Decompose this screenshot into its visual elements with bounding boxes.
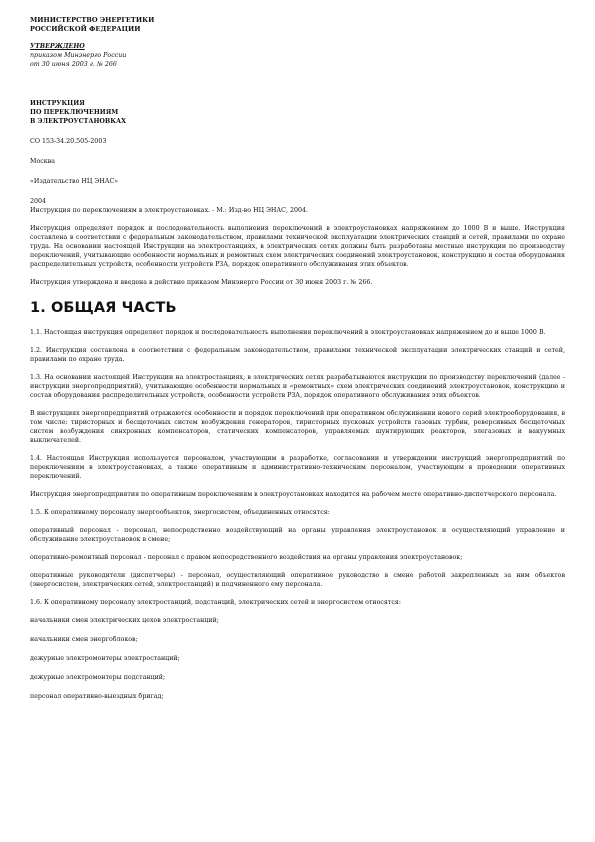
clause-1-2: 1.2. Инструкция составлена в соответствии с федеральным законодательством, правилами технической эксплуатации электрических станций и сетей, правилами по охране труда. — [30, 347, 565, 363]
list-item: персонал оперативно-выездных бригад; — [30, 693, 164, 700]
title-line-1: ИНСТРУКЦИЯ — [30, 100, 85, 107]
approval-paragraph: Инструкция утверждена и введена в действие приказом Минэнерго России от 30 июня 2003 г. № 266. — [30, 279, 373, 286]
list-item: дежурные электромонтеры подстанций; — [30, 674, 166, 681]
ministry-line-2: РОССИЙСКОЙ ФЕДЕРАЦИИ — [30, 25, 141, 33]
ministry-line-1: МИНИСТЕРСТВО ЭНЕРГЕТИКИ — [30, 16, 155, 24]
list-item: начальники смен электрических цехов электростанций; — [30, 617, 219, 624]
clause-1-3: 1.3. На основании настоящей Инструкции на электростанциях, в электрических сетях разрабатываются инструкции по производству переключений (далее - инструкции энергопредприятий), учитывающие особенности нормальных и «ремонтных» схем электрических соединений электроустановок, конструкцию и состав оборудования распределительных устройств, особенности устройств РЗА, порядок оперативного обслуживания этих объектов. — [30, 374, 565, 399]
clause-1-4-continued: Инструкция энергопредприятия по оперативным переключениям в электроустановках находится на рабочем месте оперативно-диспетчерского персонала. — [30, 491, 557, 498]
approved-order: приказом Минэнерго России — [30, 52, 127, 59]
section-heading: 1. ОБЩАЯ ЧАСТЬ — [30, 300, 177, 316]
title-line-3: В ЭЛЕКТРОУСТАНОВКАХ — [30, 118, 126, 125]
approved-date: от 30 июня 2003 г. № 266 — [30, 61, 117, 68]
clause-1-5: 1.5. К оперативному персоналу энергообъектов, энергосистем, объединенных относятся: — [30, 509, 330, 516]
publication-city: Москва — [30, 158, 55, 165]
list-item: начальники смен энергоблоков; — [30, 636, 138, 643]
abstract-paragraph: Инструкция определяет порядок и последовательность выполнения переключений в электроустановках напряжением до 1000 В и выше. Инструкция составлена в соответствии с федеральным законодательством, правилами технической эксплуатации электрических станций и сетей, правилами по охране труда. На основании настоящей Инструкции на электростанциях, в электрических сетях должны быть разработаны местные инструкции по производству переключений, учитывающие особенности нормальных и ремонтных схем электрических соединений электроустановок, конструкцию и состав оборудования распределительных устройств, особенности устройств РЗА, порядок оперативного обслуживания этих объектов. — [30, 225, 565, 268]
citation-paragraph: Инструкция по переключениям в электроустановках. - М.: Изд-во НЦ ЭНАС, 2004. — [30, 207, 309, 214]
publication-year: 2004 — [30, 198, 47, 205]
approved-title: УТВЕРЖДЕНО — [30, 43, 85, 50]
list-item: оперативные руководители (диспетчеры) - персонал, осуществляющий оперативное руководство в смене работой закрепленных за ним объектов (энергосистем, электрических сетей, электростанций) и подчиненного ему персонала. — [30, 572, 565, 588]
list-item: оперативно-ремонтный персонал - персонал с правом непосредственного воздействия на органы управления электроустановок; — [30, 554, 463, 561]
clause-1-3-continued: В инструкциях энергопредприятий отражаются особенности и порядок переключений при оперативном обслуживании нового серий электрооборудования, в том числе: тиристорных и бесщеточных систем возбуждения генераторов, тиристорных пусковых устройств газовых турбин, реверсивных бесщеточных систем возбуждения синхронных компенсаторов, статических компенсаторов, управляемых шунтирующих реакторов, элегазовых и вакуумных выключателей. — [30, 410, 565, 444]
title-line-2: ПО ПЕРЕКЛЮЧЕНИЯМ — [30, 109, 119, 116]
clause-1-4: 1.4. Настоящая Инструкция используется персоналом, участвующим в разработке, согласовании и утверждении инструкций энергопредприятий по переключениям в электроустановках, а также оперативным и административно-техническим персоналом, участвующим в проведении оперативных переключений. — [30, 455, 565, 480]
clause-1-6: 1.6. К оперативному персоналу электростанций, подстанций, электрических сетей и энергосистем относятся: — [30, 599, 401, 606]
document-code: СО 153-34.20.505-2003 — [30, 138, 107, 145]
list-item: оперативный персонал - персонал, непосредственно воздействующий на органы управления электроустановок и осуществляющий управление и обслуживание электроустановок в смене; — [30, 527, 565, 543]
list-item: дежурные электромонтеры электростанций; — [30, 655, 180, 662]
publisher: «Издательство НЦ ЭНАС» — [30, 178, 119, 185]
clause-1-1: 1.1. Настоящая инструкция определяет порядок и последовательность выполнения переключений в электроустановках напряжением до и выше 1000 В. — [30, 329, 546, 336]
